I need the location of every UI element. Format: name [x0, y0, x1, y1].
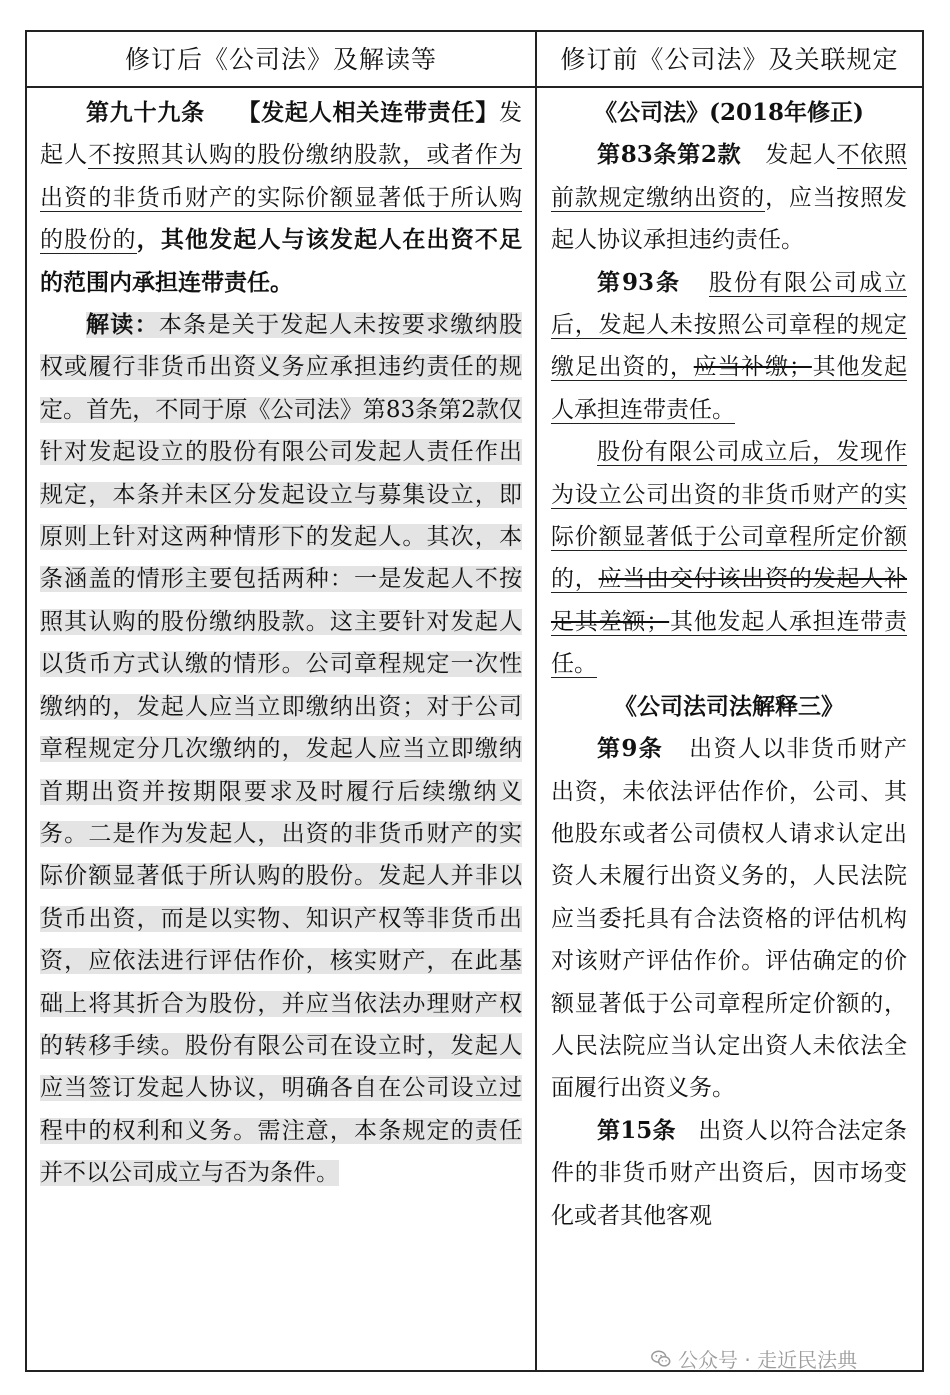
- interpretation: [40, 304, 522, 1195]
- article-15: 第15条 出资人以符合法定条件的非货币财产出资后，因市场变化或者其他客观: [551, 1116, 908, 1229]
- wechat-icon: [650, 1348, 672, 1370]
- article-text-underlined: 不按照其认购的股份缴纳股款，或者作为出资的非货币财产的实际价额显著低于所认购的股份的: [40, 142, 523, 254]
- interpretation-label: 解读：: [86, 311, 159, 339]
- article-83-underlined: 不依照前款规定缴纳出资的: [551, 142, 908, 211]
- header-right: 修订前《公司法》及关联规定: [560, 45, 899, 74]
- article-comma: ，: [136, 226, 161, 254]
- para-2-underlined: 股份有限公司成立后，发现作为设立公司出资的非货币财产的实际价额显著低于公司章程所定价额的，: [551, 439, 907, 593]
- column-divider: [535, 30, 537, 1372]
- header-left: 修订后《公司法》及解读等: [124, 45, 437, 74]
- article-93-text: 其他发起人承担连带责任。: [551, 354, 908, 423]
- article-93-underlined: 股份有限公司成立后，发起人未按照公司章程的规定缴足出资的，: [551, 269, 908, 381]
- article-93-label: 第93条: [597, 268, 682, 296]
- law-title: 《公司法》(2018年修正): [594, 99, 864, 126]
- article-text-1: 发起人: [40, 100, 523, 169]
- para-2-text: 其他发起人承担连带责任。: [551, 608, 908, 678]
- article-83-label: 第83条第2款: [597, 141, 742, 169]
- article-15-label: 第15条: [597, 1116, 676, 1144]
- article-93: [551, 262, 907, 432]
- article-93-struck: 应当补缴；: [693, 354, 812, 381]
- article-9: 第9条 出资人以非货币财产出资，未依法评估作价，公司、其他股东或者公司债权人请求认定出资人未履行出资义务的，人民法院应当委托具有合法资格的评估机构对该财产评估作价。评估确定的价额显著低于公司章程所定价额的，人民法院应当认定出资人未依法全面履行出资义务。: [551, 735, 907, 1102]
- article-93-para-2: [551, 431, 907, 685]
- watermark-text: 公众号 · 走近民法典: [678, 1348, 858, 1372]
- left-column: [40, 92, 522, 1195]
- article-83: 第83条第2款 发起人不依照前款规定缴纳出资的，应当按照发起人协议承担违约责任。: [551, 141, 908, 254]
- para-2-struck: 应当由交付该出资的发起人补足其差额；: [551, 566, 908, 635]
- article-99: [40, 92, 522, 304]
- article-label: 第九十九条: [86, 99, 205, 126]
- article-title: 【发起人相关连带责任】: [237, 99, 500, 126]
- watermark: [650, 1344, 857, 1373]
- interpretation-text: 本条是关于发起人未按要求缴纳股权或履行非货币出资义务应承担违约责任的规定。首先，不同于原《公司法》第83条第2款仅针对发起设立的股份有限公司发起人责任作出规定，本条并未区分发起设立与募集设立，即原则上针对这两种情形下的发起人。其次，本条涵盖的情形主要包括两种：一是发起人不按照其认购的股份缴纳股款。这主要针对发起人以货币方式认缴的情形。公司章程规定一次性缴纳的，发起人应当立即缴纳出资；对于公司章程规定分几次缴纳的，发起人应当立即缴纳首期出资并按期限要求及时履行后续缴纳义务。二是作为发起人，出资的非货币财产的实际价额显著低于所认购的股份。发起人并非以货币出资，而是以实物、知识产权等非货币出资，应依法进行评估作价，核实财产，在此基础上将其折合为股份，并应当依法办理财产权的转移手续。股份有限公司在设立时，发起人应当签订发起人协议，明确各自在公司设立过程中的权利和义务。需注意，本条规定的责任并不以公司成立与否为条件。: [40, 312, 523, 1187]
- right-column: [551, 92, 907, 1237]
- header-divider: [25, 86, 924, 88]
- article-text-bold: 其他发起人与该发起人在出资不足的范围内承担连带责任。: [40, 226, 523, 296]
- interpretation-3-title: 《公司法司法解释三》: [614, 692, 844, 720]
- article-9-label: 第9条: [597, 735, 664, 763]
